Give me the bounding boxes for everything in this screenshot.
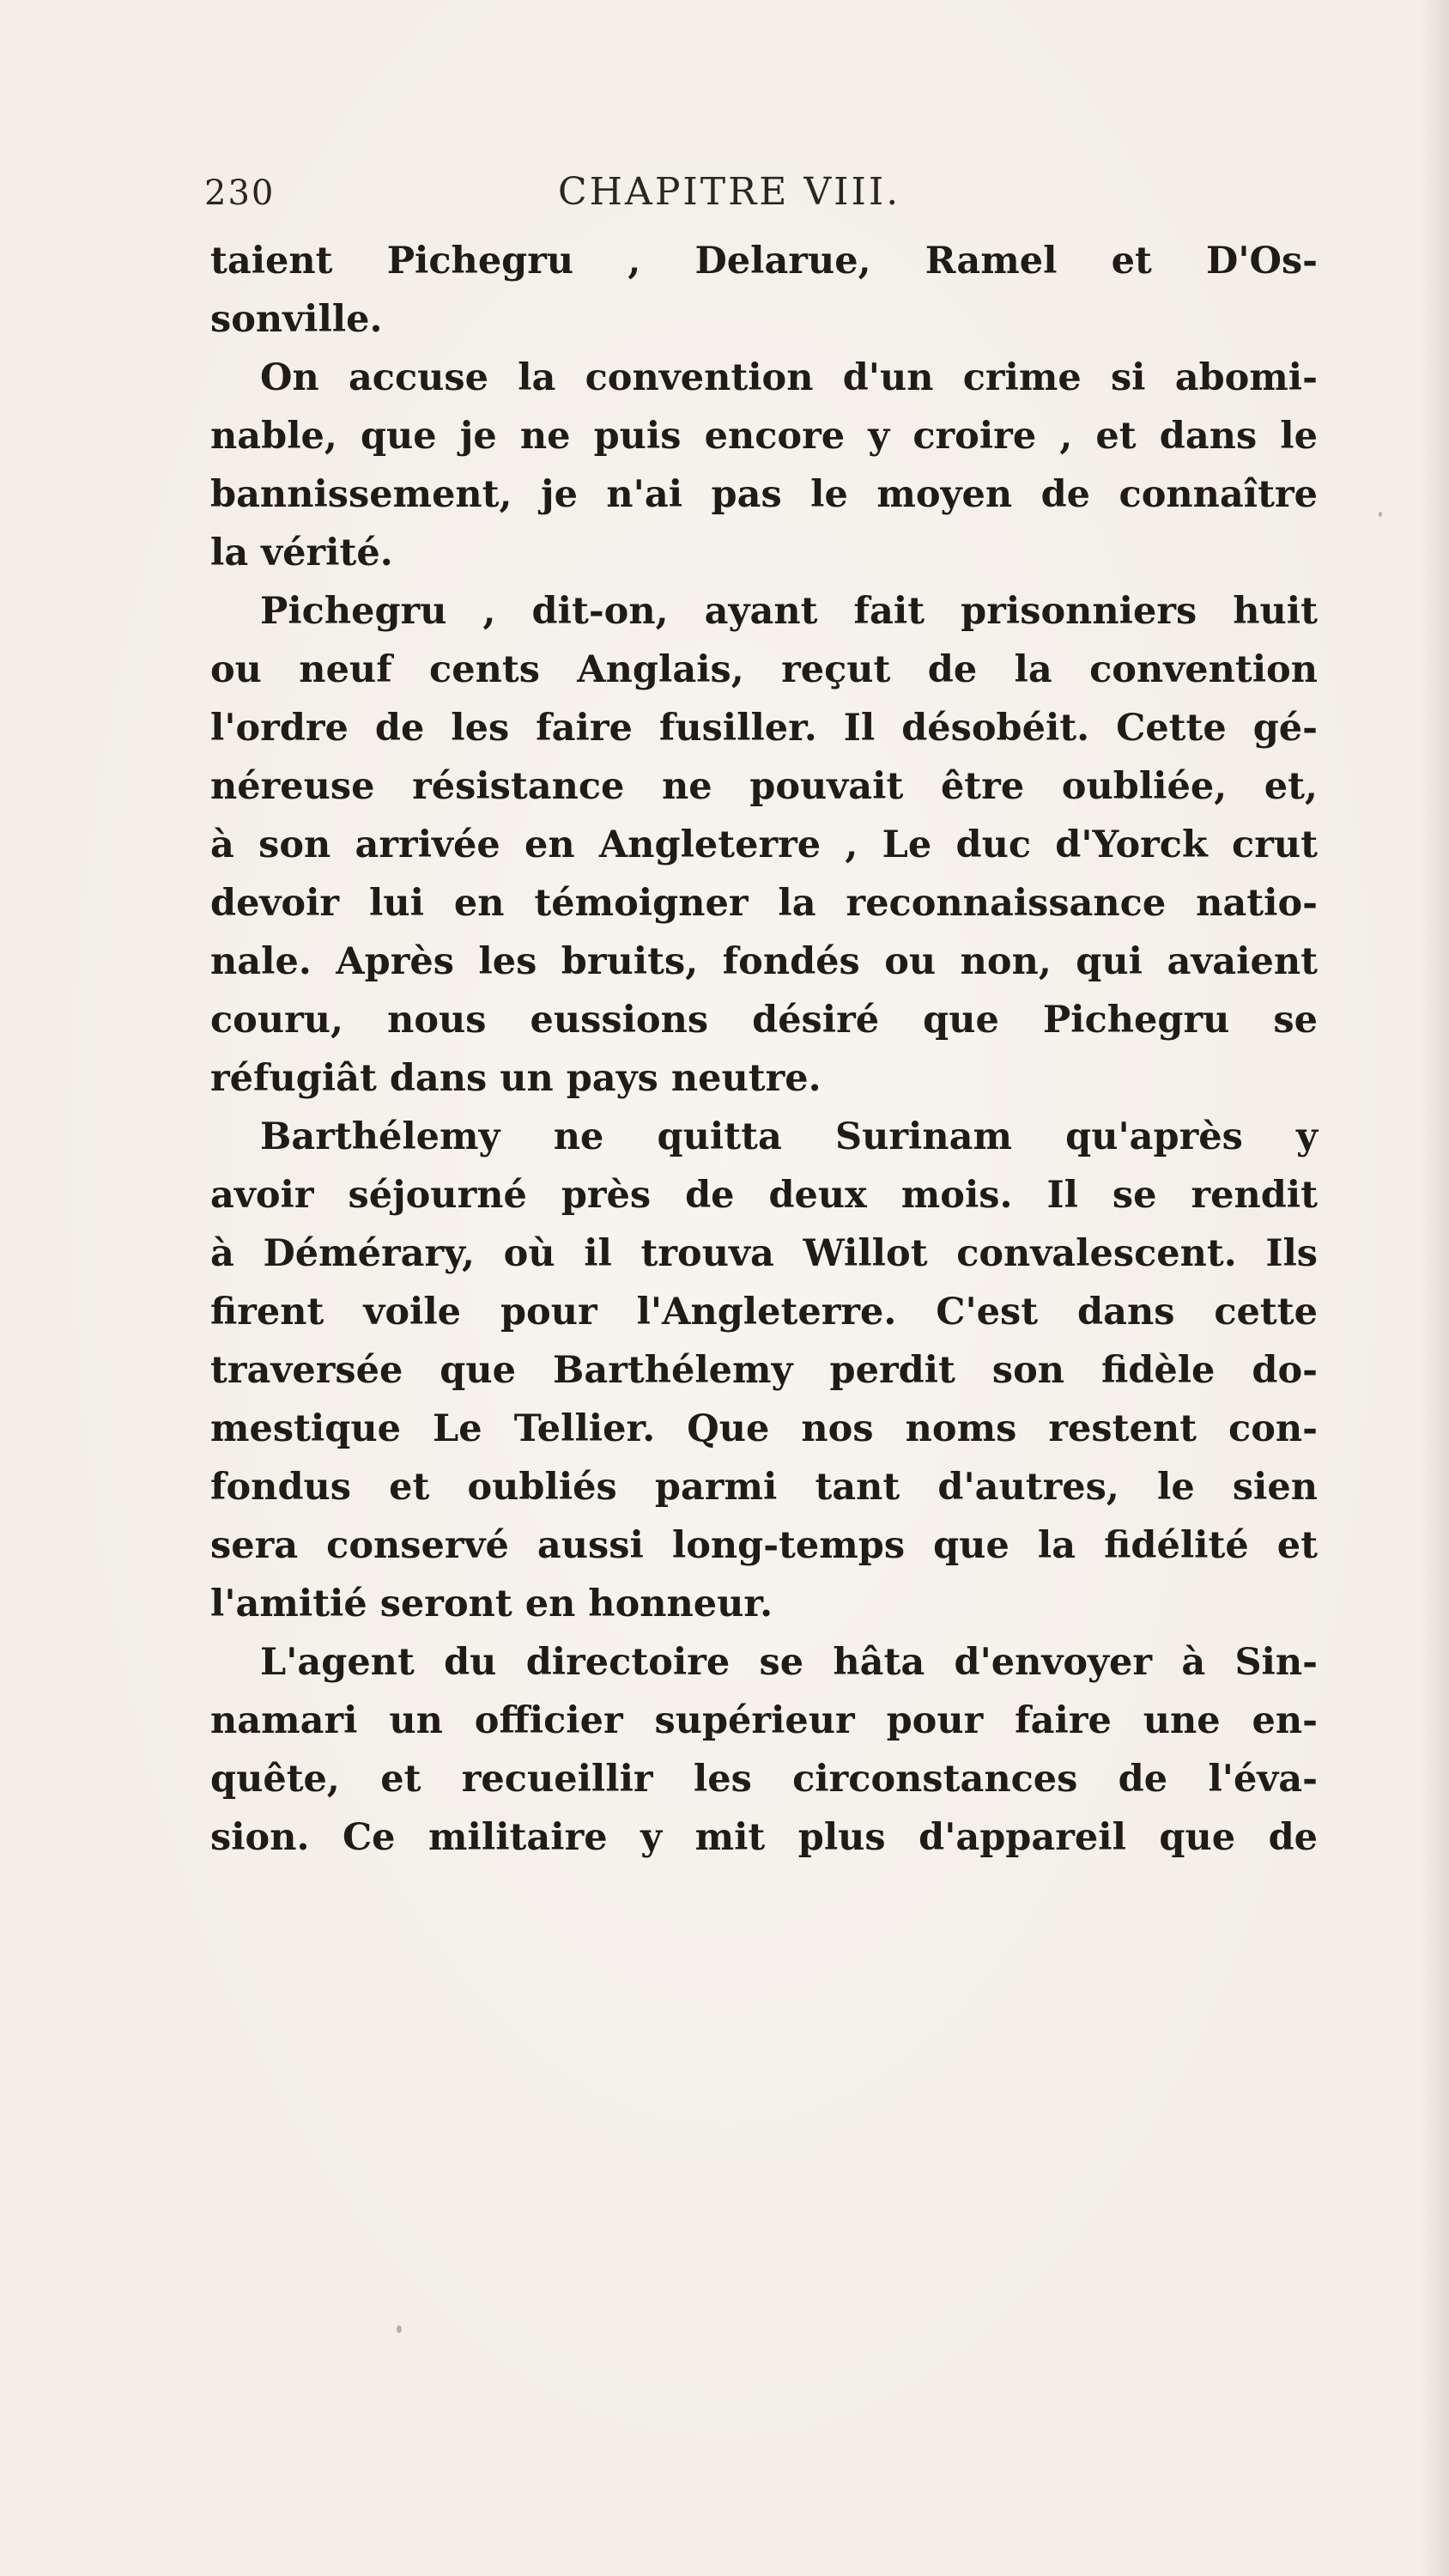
text-line: L'agent du directoire se hâta d'envoyer à Sin- [260,1641,1318,1684]
text-line: à son arrivée en Angleterre , Le duc d'Yorck crut [210,823,1318,866]
text-line: nable, que je ne puis encore y croire , et dans le [210,415,1318,458]
text-line: nale. Après les bruits, fondés ou non, qui avaient [210,940,1318,983]
running-head [197,170,1305,222]
text-line: firent voile pour l'Angleterre. C'est dans cette [210,1291,1318,1334]
paper-speck [1379,512,1382,517]
body-text [210,232,1318,1867]
text-line: sera conservé aussi long-temps que la fidélité et [210,1524,1318,1567]
text-line: sonville. [210,298,383,341]
text-line: avoir séjourné près de deux mois. Il se rendit [210,1174,1318,1217]
text-line: traversée que Barthélemy perdit son fidèle do- [210,1349,1318,1392]
text-line: bannissement, je n'ai pas le moyen de connaître [210,473,1318,516]
text-line: néreuse résistance ne pouvait être oubliée, et, [210,765,1318,808]
text-line: quête, et recueillir les circonstances de l'éva- [210,1758,1318,1801]
text-line: fondus et oubliés parmi tant d'autres, le sien [210,1466,1318,1509]
page-number: 230 [204,173,276,213]
text-line: mestique Le Tellier. Que nos noms restent con- [210,1407,1318,1450]
text-line: Barthélemy ne quitta Surinam qu'après y [260,1115,1318,1158]
text-line: l'amitié seront en honneur. [210,1583,773,1625]
page-edge-shadow [1420,0,1449,2576]
text-line: namari un officier supérieur pour faire une en- [210,1699,1318,1742]
text-line: la vérité. [210,532,393,574]
text-line: ou neuf cents Anglais, reçut de la convention [210,648,1318,691]
text-line: à Démérary, où il trouva Willot convalescent. Ils [210,1232,1318,1275]
text-line: sion. Ce militaire y mit plus d'appareil que de [210,1816,1318,1859]
text-line: couru, nous eussions désiré que Pichegru se [210,999,1318,1042]
text-line: taient Pichegru , Delarue, Ramel et D'Os- [210,240,1318,283]
text-line: Pichegru , dit-on, ayant fait prisonniers huit [260,590,1318,633]
text-line: devoir lui en témoigner la reconnaissance natio- [210,882,1318,925]
chapter-title: CHAPITRE VIII. [558,170,901,214]
text-line: réfugiât dans un pays neutre. [210,1057,822,1100]
text-line: l'ordre de les faire fusiller. Il désobéit. Cette gé- [210,707,1318,750]
text-line: On accuse la convention d'un crime si abomi- [260,356,1318,399]
paper-speck [397,2325,402,2333]
